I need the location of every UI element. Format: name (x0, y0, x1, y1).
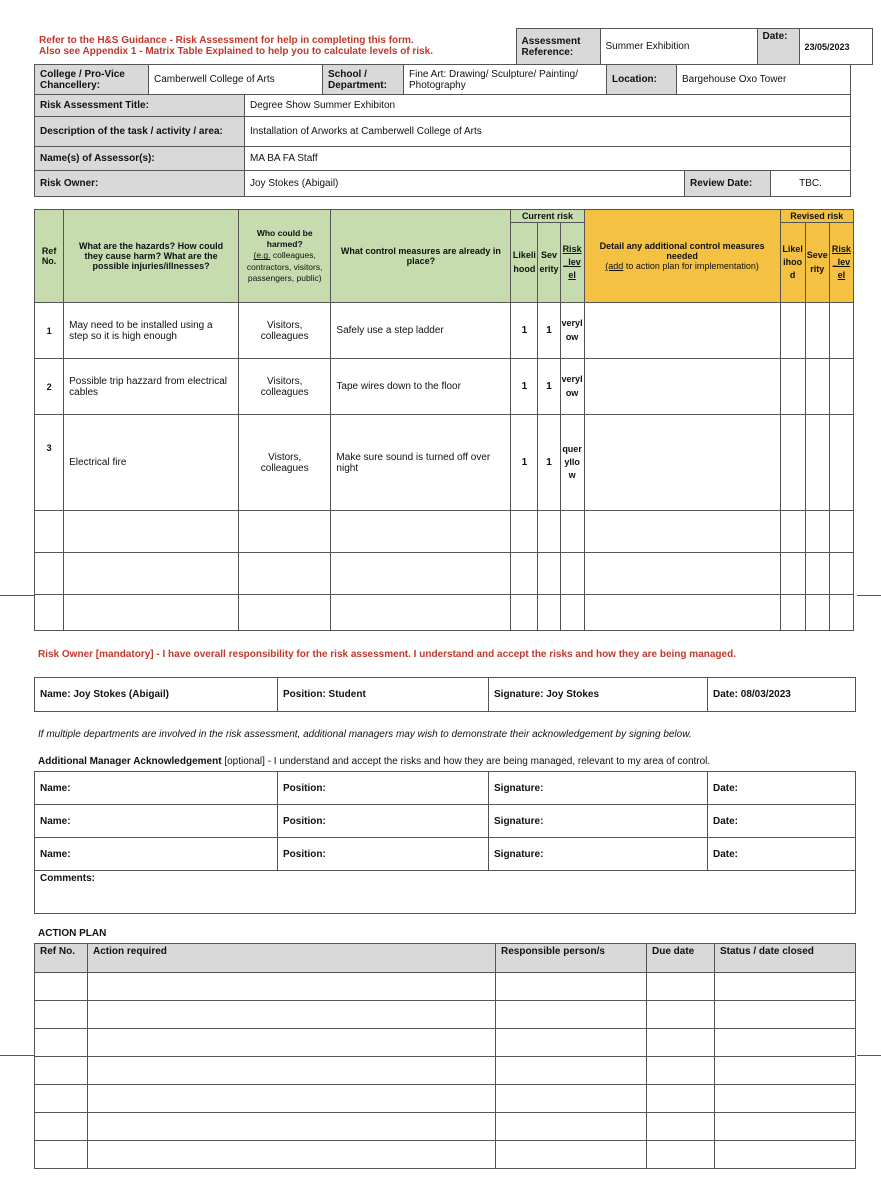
assessors-label: Name(s) of Assessor(s): (35, 147, 245, 171)
col-ref-header: Ref No. (35, 210, 64, 303)
additional-manager-text: [optional] - I understand and accept the risks and how they are being managed, relevant to my area of control. (221, 756, 711, 767)
guidance-line-2: Also see Appendix 1 - Matrix Table Explained to help you to calculate levels of risk. (39, 46, 433, 58)
ap-col-status: Status / date closed (715, 944, 856, 973)
review-date-value: TBC. (771, 171, 851, 197)
crease-line-left (0, 595, 34, 596)
header-table (34, 28, 873, 65)
row-severity: 1 (538, 303, 560, 359)
action-row[interactable] (35, 1001, 856, 1029)
col-additional-header (584, 210, 780, 303)
owner-date: Date: 08/03/2023 (708, 678, 856, 712)
row-rev-risk-level (829, 359, 853, 415)
col-who-eg: (e.g. (253, 250, 271, 261)
row-who: Visitors, colleagues (238, 303, 330, 359)
row-severity: 1 (538, 359, 560, 415)
action-row[interactable] (35, 1141, 856, 1169)
table-row-empty (35, 595, 854, 631)
row-likelihood: 1 (511, 415, 538, 511)
row-controls: Safely use a step ladder (331, 303, 511, 359)
revised-risk-header: Revised risk (780, 210, 853, 223)
manager-date-field[interactable]: Date: (708, 838, 856, 871)
row-hazard: Electrical fire (64, 415, 239, 511)
row-rev-severity (805, 359, 829, 415)
additional-manager-title: Additional Manager Acknowledgement (38, 756, 222, 767)
row-severity: 1 (538, 415, 560, 511)
manager-date-field[interactable]: Date: (708, 772, 856, 805)
row-rev-severity (805, 415, 829, 511)
manager-signature-field[interactable]: Signature: (489, 772, 708, 805)
college-value: Camberwell College of Arts (149, 65, 323, 95)
manager-name-field[interactable]: Name: (35, 772, 278, 805)
crease-line-right-2 (857, 1055, 881, 1056)
action-row[interactable] (35, 1113, 856, 1141)
manager-position-field[interactable]: Position: (278, 772, 489, 805)
current-risk-header: Current risk (511, 210, 584, 223)
location-value: Bargehouse Oxo Tower (677, 65, 851, 95)
assessment-ref-label: Assessment Reference: (516, 29, 600, 65)
row-controls: Make sure sound is turned off over night (331, 415, 511, 511)
crease-line-right (857, 595, 881, 596)
col-severity-header: Severity (538, 223, 560, 303)
ap-col-due: Due date (647, 944, 715, 973)
action-plan-title: ACTION PLAN (38, 928, 107, 939)
date-label: Date: (757, 29, 799, 65)
col-who-list: colleagues, contractors, visitors, passengers, public) (246, 250, 323, 283)
risk-owner-value: Joy Stokes (Abigail) (245, 171, 685, 197)
row-ref: 1 (35, 303, 64, 359)
hazard-table (34, 209, 854, 631)
school-label: School / Department: (323, 65, 404, 95)
col-rev-likelihood-header: Likelihood (780, 223, 805, 303)
location-label: Location: (607, 65, 677, 95)
ap-col-action: Action required (88, 944, 496, 973)
col-additional-note-add: (add (605, 261, 624, 271)
additional-manager-table (34, 771, 856, 914)
row-rev-likelihood (780, 359, 805, 415)
review-date-label: Review Date: (685, 171, 771, 197)
manager-position-field[interactable]: Position: (278, 805, 489, 838)
multi-dept-note: If multiple departments are involved in the risk assessment, additional managers may wish to demonstrate their acknowledgement by signing below. (38, 729, 692, 740)
description-label: Description of the task / activity / area: (35, 117, 245, 147)
col-who-header (238, 210, 330, 303)
date-value: 23/05/2023 (799, 29, 872, 65)
row-additional (584, 359, 780, 415)
manager-signature-field[interactable]: Signature: (489, 805, 708, 838)
owner-name: Name: Joy Stokes (Abigail) (35, 678, 278, 712)
row-rev-likelihood (780, 303, 805, 359)
assessors-value: MA BA FA Staff (245, 147, 851, 171)
col-likelihood-header: Likelihood (511, 223, 538, 303)
action-row[interactable] (35, 1057, 856, 1085)
additional-manager-label (38, 756, 710, 767)
row-hazard: May need to be installed using a step so it is high enough (64, 303, 239, 359)
manager-signature-field[interactable]: Signature: (489, 838, 708, 871)
col-controls-header: What control measures are already in place? (331, 210, 511, 303)
row-rev-risk-level (829, 415, 853, 511)
table-row (35, 303, 854, 359)
manager-name-field[interactable]: Name: (35, 838, 278, 871)
school-value: Fine Art: Drawing/ Sculpture/ Painting/ Photography (404, 65, 607, 95)
title-label: Risk Assessment Title: (35, 95, 245, 117)
row-ref: 3 (35, 415, 64, 511)
col-additional-note: to action plan for implementation) (625, 261, 759, 271)
assessment-ref-value: Summer Exhibition (600, 29, 757, 65)
manager-position-field[interactable]: Position: (278, 838, 489, 871)
col-rev-risk-level-header: Risk_level (829, 223, 853, 303)
owner-position: Position: Student (278, 678, 489, 712)
table-row (35, 359, 854, 415)
action-row[interactable] (35, 973, 856, 1001)
table-row-empty (35, 553, 854, 595)
action-row[interactable] (35, 1029, 856, 1057)
manager-date-field[interactable]: Date: (708, 805, 856, 838)
row-likelihood: 1 (511, 359, 538, 415)
table-row (35, 415, 854, 511)
comments-field[interactable]: Comments: (35, 871, 856, 914)
title-value: Degree Show Summer Exhibiton (245, 95, 851, 117)
col-who-title: Who could be harmed? (256, 228, 313, 250)
row-rev-likelihood (780, 415, 805, 511)
action-plan-table (34, 943, 856, 1169)
row-risk-level: queryllow (560, 415, 584, 511)
row-rev-severity (805, 303, 829, 359)
row-hazard: Possible trip hazzard from electrical cables (64, 359, 239, 415)
owner-signature: Signature: Joy Stokes (489, 678, 708, 712)
owner-statement: Risk Owner [mandatory] - I have overall responsibility for the risk assessment. I understand and accept the risks and how they are being managed. (38, 649, 736, 660)
action-row[interactable] (35, 1085, 856, 1113)
manager-name-field[interactable]: Name: (35, 805, 278, 838)
college-label: College / Pro-Vice Chancellery: (35, 65, 149, 95)
row-who: Visitors, colleagues (238, 359, 330, 415)
crease-line-left-2 (0, 1055, 34, 1056)
col-risk-level-header: Risk_level (560, 223, 584, 303)
row-likelihood: 1 (511, 303, 538, 359)
row-who: Vistors, colleagues (238, 415, 330, 511)
owner-signoff-table (34, 677, 856, 712)
ap-col-ref: Ref No. (35, 944, 88, 973)
col-additional-title: Detail any additional control measures needed (599, 241, 765, 261)
row-controls: Tape wires down to the floor (331, 359, 511, 415)
risk-owner-label: Risk Owner: (35, 171, 245, 197)
college-table (34, 64, 851, 95)
row-risk-level: verylow (560, 303, 584, 359)
description-value: Installation of Arworks at Camberwell College of Arts (245, 117, 851, 147)
table-row-empty (35, 511, 854, 553)
guidance-line-1: Refer to the H&S Guidance - Risk Assessment for help in completing this form. (39, 35, 414, 47)
assessment-info-table (34, 94, 851, 197)
col-hazard-header: What are the hazards? How could they cause harm? What are the possible injuries/illnesses? (64, 210, 239, 303)
ap-col-responsible: Responsible person/s (496, 944, 647, 973)
row-ref: 2 (35, 359, 64, 415)
row-rev-risk-level (829, 303, 853, 359)
row-additional (584, 415, 780, 511)
col-rev-severity-header: Severity (805, 223, 829, 303)
row-risk-level: verylow (560, 359, 584, 415)
row-additional (584, 303, 780, 359)
